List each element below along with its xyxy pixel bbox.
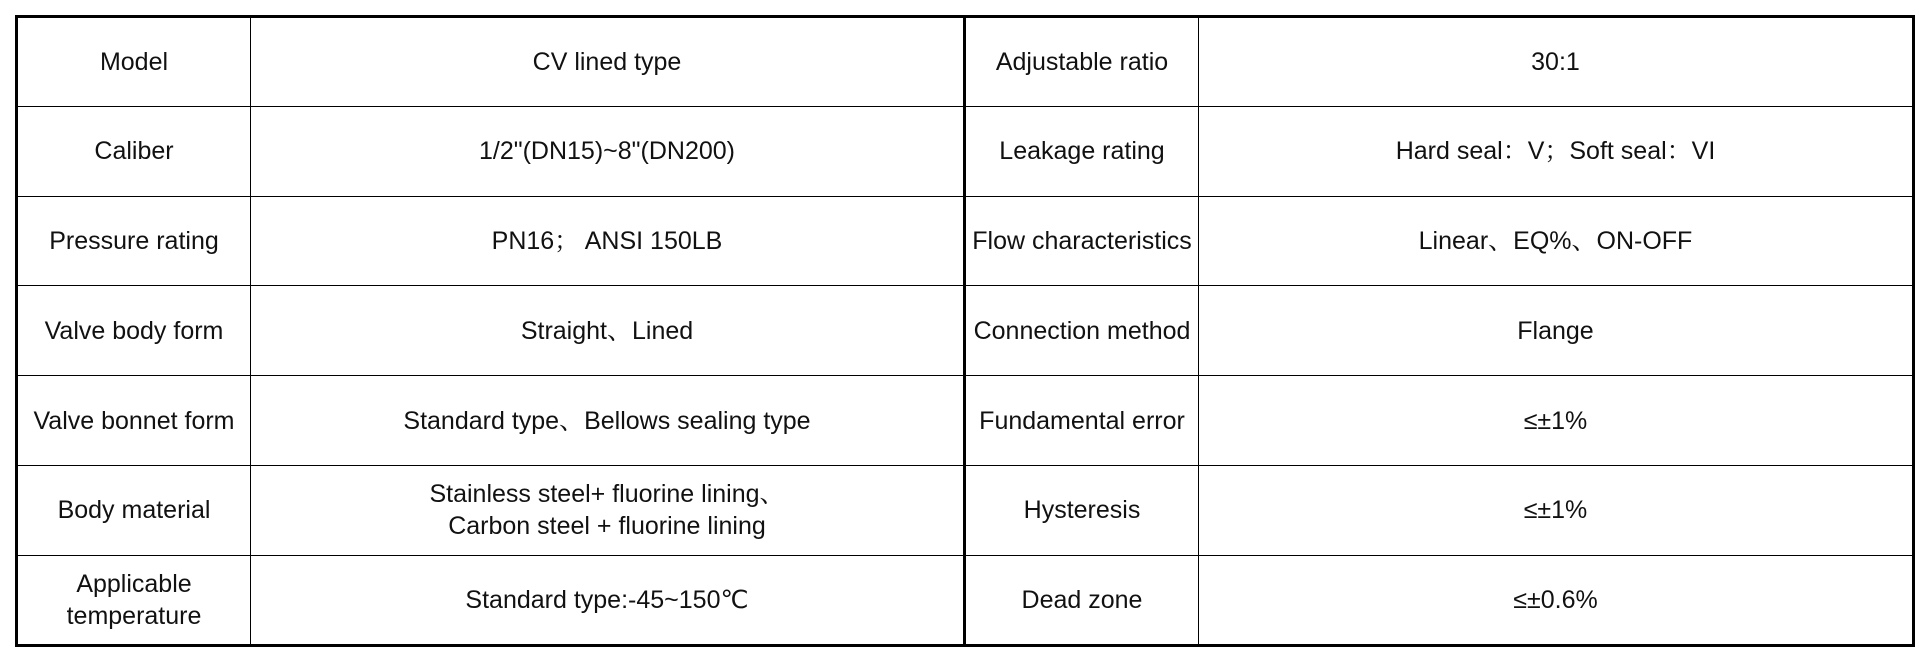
spec-value: 30:1 bbox=[1199, 17, 1914, 107]
spec-value: Straight、Lined bbox=[251, 286, 965, 376]
table-row bbox=[17, 196, 1914, 286]
spec-value: 1/2"(DN15)~8"(DN200) bbox=[251, 106, 965, 196]
spec-label: Applicable temperature bbox=[17, 555, 251, 645]
spec-label: Leakage rating bbox=[965, 106, 1199, 196]
spec-value: ≤±1% bbox=[1199, 376, 1914, 466]
table-row bbox=[17, 465, 1914, 555]
spec-label: Dead zone bbox=[965, 555, 1199, 645]
table-row bbox=[17, 17, 1914, 107]
table-row bbox=[17, 286, 1914, 376]
spec-value: CV lined type bbox=[251, 17, 965, 107]
spec-value: Standard type:-45~150℃ bbox=[251, 555, 965, 645]
spec-label: Pressure rating bbox=[17, 196, 251, 286]
spec-label: Caliber bbox=[17, 106, 251, 196]
spec-value: ≤±1% bbox=[1199, 465, 1914, 555]
spec-value: Hard seal：V；Soft seal：VI bbox=[1199, 106, 1914, 196]
table-row bbox=[17, 376, 1914, 466]
table-row bbox=[17, 106, 1914, 196]
spec-value: Flange bbox=[1199, 286, 1914, 376]
spec-value: PN16； ANSI 150LB bbox=[251, 196, 965, 286]
spec-value: Linear、EQ%、ON-OFF bbox=[1199, 196, 1914, 286]
spec-label: Valve bonnet form bbox=[17, 376, 251, 466]
spec-label: Model bbox=[17, 17, 251, 107]
spec-label: Fundamental error bbox=[965, 376, 1199, 466]
table-row bbox=[17, 555, 1914, 645]
spec-table bbox=[15, 15, 1915, 647]
spec-label: Flow characteristics bbox=[965, 196, 1199, 286]
spec-label: Hysteresis bbox=[965, 465, 1199, 555]
spec-value: Stainless steel+ fluorine lining、 Carbon steel + fluorine lining bbox=[251, 465, 965, 555]
spec-value: Standard type、Bellows sealing type bbox=[251, 376, 965, 466]
spec-label: Connection method bbox=[965, 286, 1199, 376]
spec-label: Valve body form bbox=[17, 286, 251, 376]
spec-label: Adjustable ratio bbox=[965, 17, 1199, 107]
spec-label: Body material bbox=[17, 465, 251, 555]
spec-value: ≤±0.6% bbox=[1199, 555, 1914, 645]
